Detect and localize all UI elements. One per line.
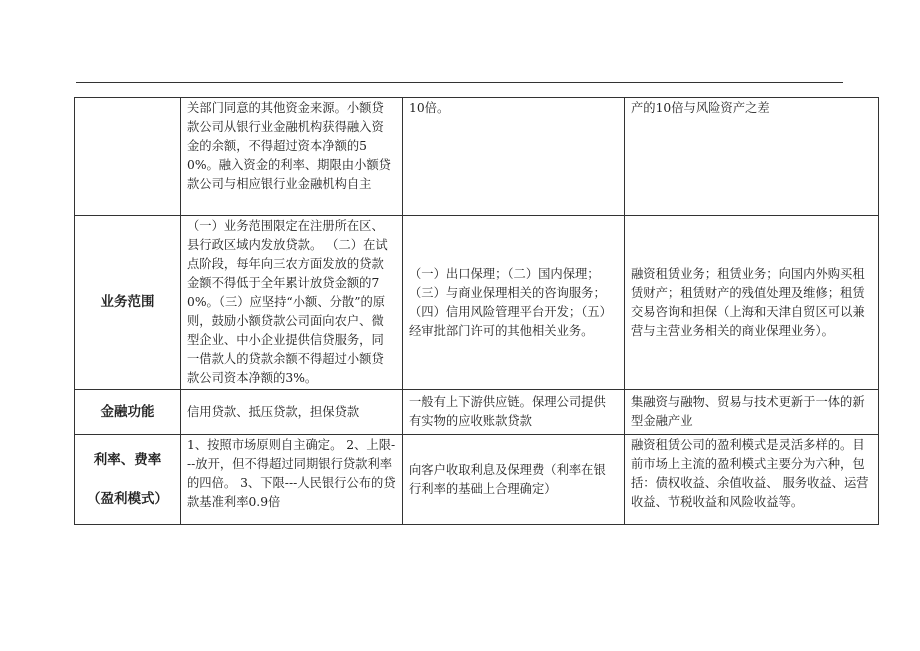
table-cell: （一）业务范围限定在注册所在区、县行政区域内发放贷款。 （二）在试点阶段，每年向三农方面发放的贷款金额不得低于全年累计放贷金额的70%。（三）应坚持“小额、分散”的原则，鼓励小额贷款公司面向农户、微型企业、中小企业提供信贷服务，同一借款人的贷款余额不得超过小额贷款公司资本净额的3%。 <box>181 216 403 390</box>
table-cell: 融资租赁业务；租赁业务；向国内外购买租赁财产；租赁财产的残值处理及维修；租赁交易咨询和担保（上海和天津自贸区可以兼营与主营业务相关的商业保理业务）。 <box>625 216 879 390</box>
table-cell: 10倍。 <box>403 98 625 216</box>
table-cell: 一般有上下游供应链。保理公司提供有实物的应收账款贷款 <box>403 390 625 435</box>
table-cell: 向客户收取利息及保理费（利率在银行利率的基础上合理确定） <box>403 435 625 525</box>
row-label-line: 利率、费率 <box>93 451 162 468</box>
row-label-line: （盈利模式） <box>87 490 168 507</box>
table-cell: （一）出口保理；（二）国内保理；（三）与商业保理相关的咨询服务；（四）信用风险管理平台开发；（五）经审批部门许可的其他相关业务。 <box>403 216 625 390</box>
table-cell: 产的10倍与风险资产之差 <box>625 98 879 216</box>
row-label <box>75 98 181 216</box>
table-row <box>75 390 879 435</box>
table-cell: 关部门同意的其他资金来源。小额贷款公司从银行业金融机构获得融入资金的余额，不得超过资本净额的50%。融入资金的利率、期限由小额贷款公司与相应银行业金融机构自主 <box>181 98 403 216</box>
table-row <box>75 216 879 390</box>
table-row <box>75 98 879 216</box>
table-cell: 融资租赁公司的盈利模式是灵活多样的。目前市场上主流的盈利模式主要分为六种，包括：债权收益、余值收益、 服务收益、运营收益、节税收益和风险收益等。 <box>625 435 879 525</box>
row-label: 业务范围 <box>75 216 181 390</box>
table-cell: 1、按照市场原则自主确定。 2、上限---放开，但不得超过同期银行贷款利率的四倍。 3、下限---人民银行公布的贷款基准利率0.9倍 <box>181 435 403 525</box>
table-row <box>75 435 879 525</box>
row-label <box>75 435 181 525</box>
header-rule <box>76 82 843 83</box>
table-cell: 信用贷款、抵压贷款，担保贷款 <box>181 390 403 435</box>
row-label: 金融功能 <box>75 390 181 435</box>
table-cell: 集融资与融物、贸易与技术更新于一体的新型金融产业 <box>625 390 879 435</box>
comparison-table <box>74 97 879 525</box>
